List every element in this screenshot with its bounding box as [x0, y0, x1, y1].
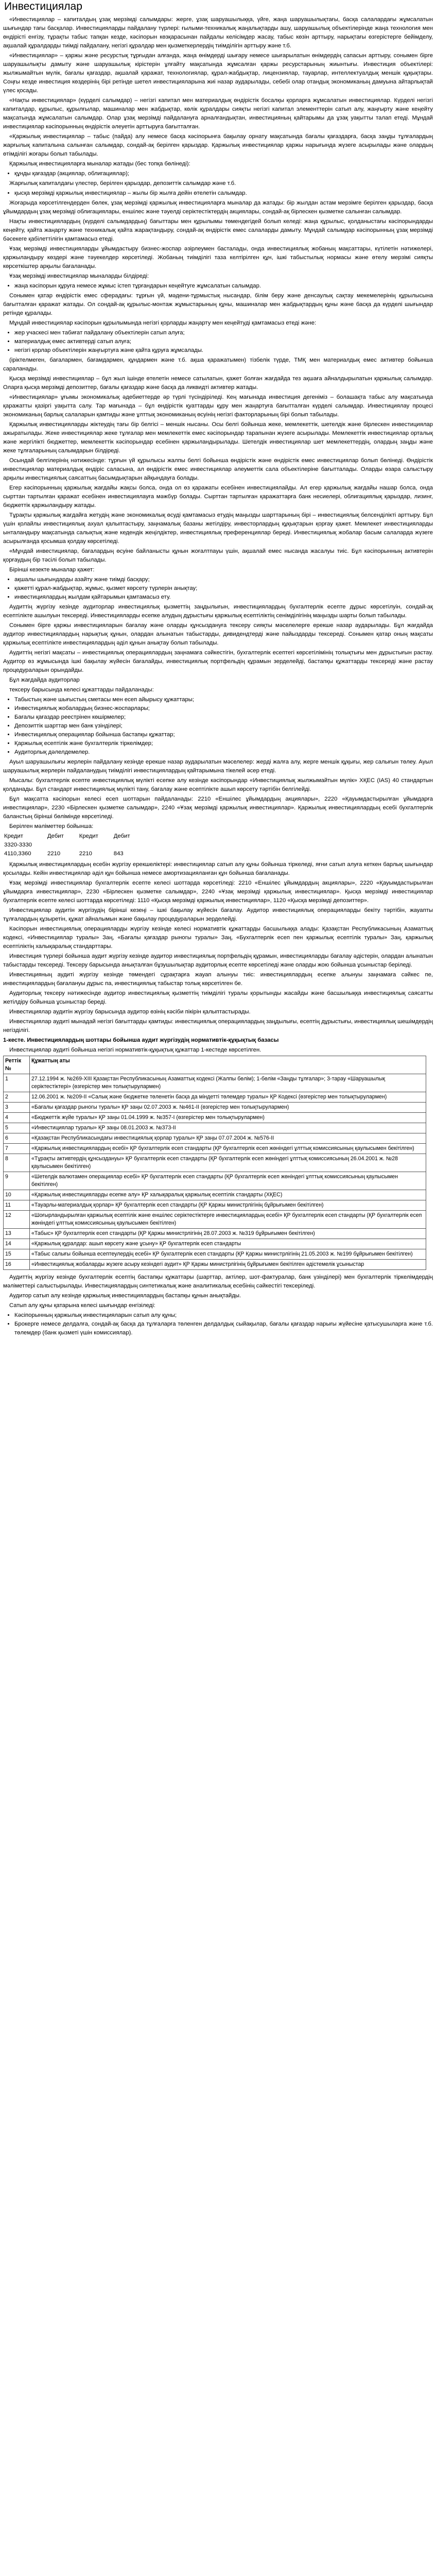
paragraph: Ұзақ мерзімді инвестициялар мыналарды білдіреді: [9, 273, 149, 279]
table-cell: 15 [4, 1249, 30, 1260]
paragraph: тексеру барысында келесі құжаттарды пайдаланады: [9, 687, 154, 693]
list-item: • Депозиттік шарттар мен банк үзінділері; [14, 722, 433, 731]
table-cell: 5 [4, 1123, 30, 1133]
paragraph: Сонымен қатар өндірістік емес сферадағы: тұрғын үй, мәдени-тұрмыстық нысандар, білім беру және денсаулық сақтау мекемелерінің құрылысына бағытталған қаражат жатады. Ол сондай-ақ құрылыс-монтаж жұмыстарының құны, машиналар мен жабдықтардың құны және басқа да күрделі шығындар ретінде құралады. [3, 293, 433, 316]
paragraph: Осындай белгілерінің нәтижесінде: тұрғын үй құрылысы жалпы белгі бойынша өндірістік және өндірістік емес инвестициялар болып бөлінеді. Өндірістік инвестициялар материалдық өндіріс саласына, ал өндірістік емес инвестициялар әлеуметтік сала объектілеріне бағытталады. Оларды өзара салыстыру арқылы инвестициялық саясаттың басымдықтарын айқындауға болады. [3, 457, 433, 481]
table-cell: «Бюджеттік жүйе туралы» ҚР заңы 01.04.1999 ж. №357-I (өзгерістер мен толықтырулармен) [30, 1113, 426, 1123]
table-cell: 8 [4, 1154, 30, 1172]
bullet-list [3, 189, 433, 198]
table-cell: «Бағалы қағаздар рыногы туралы» ҚР заңы 02.07.2003 ж. №461-II (өзгерістер мен толықтырулармен) [30, 1103, 426, 1113]
page-title: Инвестициялар [4, 1, 82, 12]
paragraph: Жоғарыда көрсетілгендерден бөлек, ұзақ мерзімді қаржылық инвестицияларға мыналар да жатады: бір жылдан астам мерзімге берілген қарыздар, басқа ұйымдардың ұзақ мерзімді облигациялары, еншілес және тәуелді серіктестіктердің акциялары, сондай-ақ бірлескен қызметке салынған салымдар. [3, 200, 433, 215]
paragraph: Бұл жағдайда аудиторлар [9, 677, 80, 683]
table-caption: 1-кесте. Инвестициялардың шоттары бойынша аудит жүргізудің нормативтік-құқықтық базасы [3, 1037, 279, 1043]
list-item: • инвестициялардың жылдам қайтарымын қамтамасыз ету. [14, 593, 433, 602]
table-header-cell: Реттік № [4, 1056, 30, 1074]
table-row [4, 1103, 426, 1113]
list-item: • Аудиторлық дәлелдемелер. [14, 748, 433, 757]
table-cell: «Қазақстан Республикасындағы инвестициялық қорлар туралы» ҚР заңы 07.07.2004 ж. №576-II [30, 1133, 426, 1144]
paragraph: «Қаржылық инвестициялар – табыс (пайда) алу немесе басқа кәсіпорынға бақылау орнату мақсатында бағалы қағаздарға, басқа заңды тұлғалардың жарғылық капиталына салынған салымдар, сондай-ақ берілген қарыздар. Қаржылық инвестициялар қаржы нарығында жүзеге асырылады және олардың өтімділігі жоғары болып табылады. [3, 133, 433, 157]
table-row [4, 1249, 426, 1260]
list-item: • жер учаскесі мен табиғат пайдалану объектілерін сатып алуға; [14, 329, 433, 337]
list-item: • материалдық емес активтерді сатып алуға; [14, 337, 433, 346]
table-row [3, 841, 138, 850]
paragraph: Егер кәсіпорынның қаржылық жағдайы жақсы болса, онда ол өз қаражаты есебінен инвестициялайды. Ал егер қаржылық жағдайы нашар болса, онда сырттан тартылған қаражат есебінен инвестициялауға мәжбүр болады. Сырттан тартылған қаражаттарға банк несиелері, облигациялық қарыздар, лизинг, бюджеттік қаржыландыру жатады. [3, 485, 433, 509]
account-table [3, 832, 138, 858]
paragraph: Сонымен бірге қаржы инвестицияларын бағалау және оларды құнсыздануға тексеру сияқты мәселелерге ерекше назар аударылады. Бұл жағдайда аудитор инвестициялардың нарықтық құнын, олардан алынатын табыстарды, дивидендтерді және пайыздарды тексереді. Сонымен қатар оның мақсаты қаржылық есептілікте инвестициялардың әділ құнын анықтау болып табылады. [3, 622, 433, 646]
list-item: • Кәсіпорынның қаржылық инвестицияларын сатып алу құны; [14, 1311, 433, 1320]
paragraph: Қаржылық инвестициялардың есебін жүргізу ерекшеліктері: инвестициялар сатып алу құны бойынша тіркеледі, яғни сатып алуға кеткен барлық шығындар қосылады. Кейін инвестициялар әділ құн бойынша немесе амортизацияланған құн бойынша бағаланады. [3, 861, 433, 876]
paragraph: Аудиторлық тексеру нәтижесінде аудитор инвестициялық қызметтің тиімділігі туралы қорытынды жасайды және басшылыққа инвестициялық саясатты жетілдіру бойынша ұсыныстар береді. [3, 990, 433, 1005]
table-cell: «Шоғырландырылған қаржылық есептілік және еншілес серіктестіктерге инвестициялардың есебі» ҚР бухгалтерлік есеп стандарты (ҚР бухгалтерлік есеп жөніндегі ұлттық комиссиясының қаулысымен бекітілген) [30, 1211, 426, 1229]
section-f [3, 603, 433, 757]
table-row [4, 1239, 426, 1249]
table-cell: 2210 [79, 851, 92, 857]
table-row [4, 1133, 426, 1144]
paragraph: Мысалы: бухгалтерлік есепте инвестициялық мүлікті есепке алу кезінде кәсіпорындар «Инвестициялық жылжымайтын мүлік» ХҚЕС (IAS) 40 стандартын қолданады. Бұл стандарт инвестициялық мүлікті тану, бағалау және есептілікте ашып көрсету тәртібін белгілейді. [3, 777, 433, 792]
paragraph: Инвестициялар аудиті мынадай негізгі бағыттарды қамтиды: инвестициялық операциялардың заңдылығы, есептің дұрыстығы, инвестициялық шешімдердің негізділігі. [3, 1019, 433, 1033]
paragraph: Ұзақ мерзімді инвестицияларды ұйымдастыру бизнес-жоспар әзірлеумен басталады, онда инвестициялық жобаның мақсаттары, күтілетін нәтижелері, қаржыландыру көздері және тәуекелдер көрсетіледі. Жобаның тиімділігі таза келтірілген құн, ішкі табыстылық нормасы және өтелу мерзімі сияқты көрсеткіштер арқылы бағаланады. [3, 246, 433, 269]
bullet-list [3, 1311, 433, 1337]
table-cell: 2210 [47, 851, 61, 857]
table-cell: «Тұрақты активтердің құнсыздануы» ҚР бухгалтерлік есеп стандарты (ҚР бухгалтерлік есеп жөніндегі ұлттық комиссиясының 26.04.2001 ж. №28 қаулысымен бекітілген) [30, 1154, 426, 1172]
list-item: • негізгі қорлар объектілерін жаңғыртуға және қайта құруға жұмсалады. [14, 346, 433, 355]
table-cell: «Табыс» ҚР бухгалтерлік есеп стандарты (ҚР Қаржы министрлігінің 28.07.2003 ж. №319 бұйрығымен бекітілген) [30, 1229, 426, 1239]
paragraph: Бірінші кезекте мыналар қажет: [9, 567, 95, 573]
paragraph: Нақты инвестициялардың (күрделі салымдардың) бағыттары мен құрылымы төмендегідей болып келеді: жаңа құрылыс, қолданыстағы кәсіпорындарды кеңейту, қайта жаңарту және техникалық қайта жарақтандыру, сондай-ақ өндірістік емес салаларды дамыту. Мұндай салымдар кәсіпорынның ұзақ мерзімді бәсекеге қабілеттілігін қамтамасыз етеді. [3, 218, 433, 242]
table-cell: «Қаржылық инвестициялардың есебі» ҚР бухгалтерлік есеп стандарты (ҚР бухгалтерлік есеп жөніндегі ұлттық комиссиясының қаулысымен бекітілген) [30, 1144, 426, 1154]
table-header-row [3, 832, 138, 841]
table-row [4, 1123, 426, 1133]
regulation-table [3, 1056, 426, 1270]
paragraph: «Мұндай инвестициялар, бағалардың өсуіне байланысты құнын жоғалтпауы үшін, ақшалай емес нысанда жасалуы тиіс. Бұл кәсіпорынның активтерін қорғаудың бір тәсілі болып табылады. [3, 548, 433, 563]
section-h [3, 860, 433, 1035]
table-row [4, 1172, 426, 1190]
list-item: • Инвестициялық жобалардың бизнес-жоспарлары; [14, 704, 433, 713]
table-row [4, 1190, 426, 1200]
table-cell: 4 [4, 1113, 30, 1123]
table-cell: 11 [4, 1200, 30, 1211]
list-item: • Қаржылық есептілік және бухгалтерлік тіркелімдер; [14, 739, 433, 748]
paragraph: Кәсіпорын инвестициялық операцияларды жүргізу кезінде келесі нормативтік құжаттарды басшылыққа алады: Қазақстан Республикасының Азаматтық кодексі, «Инвестициялар туралы» Заң, «Бағалы қағаздар рыногы туралы» Заң, «Бухгалтерлік есеп пен қаржылық есептілік туралы» Заң, қаржылық есептіліктің халықаралық стандарттары. [3, 926, 433, 950]
table-cell: 7 [4, 1144, 30, 1154]
table-cell: 13 [4, 1229, 30, 1239]
table-cell: «Инвестициялық жобаларды жүзеге асыру кезіндегі аудит» ҚР Қаржы министрлігінің бұйрығымен бекітілген әдістемелік ұсыныстар [30, 1260, 426, 1270]
table-cell: 16 [4, 1260, 30, 1270]
list-item: • Бағалы қағаздар реестрінен көшірмелер; [14, 713, 433, 722]
paragraph: Аудитор сатып алу кезінде қаржылық инвестициялардың бастапқы құнын анықтайды. [9, 1293, 241, 1299]
paragraph: «Инвестициялар – капиталдың ұзақ мерзімді салымдары: жерге, ұзақ шаруашылыққа, үйге, жаңа шаруашылықтағы, басқа салалардағы жұмсалатын шығындар тағы басқалар. Инвестицияларды пайдалану түрлері: ғылыми-техникалық жаңалықтарды ашу, шаруашылық объектілерінде жаңа технология мен өндірісті енгізу, тұрақты табыс тапқан кезде, кәсіпорын көзқарасынан пайдалы келісімдер жасау, табыс көзін арттыру, нарықтағы өзгерістерге бейімделу, ақшалай құралдарды тиімді пайдалану, негізгі құралдар мен қызметкерлердің тиімділігін арттыру және т.б. [3, 16, 433, 49]
paragraph: Тұрақты қаржылық жағдайға жетудің және экономикалық өсуді қамтамасыз етудің маңызды шарттарының бірі – инвестициялық белсенділікті арттыру. Бұл үшін қолайлы инвестициялық ахуал қалыптастыру, заңнамалық базаны жетілдіру, инвесторлардың құқықтарын қорғау қажет. Мемлекет инвестицияларды ынталандыру мақсатында салықтық және кедендік жеңілдіктер, инвестициялық преференциялар береді. Инвестициялық жобалар басым салаларда жүзеге асырылғанда қосымша қолдау көрсетіледі. [3, 512, 433, 545]
paragraph: Сатып алу құны қатарына келесі шығындар енгізіледі: [9, 1302, 155, 1309]
list-item: • Инвестициялық операциялар бойынша бастапқы құжаттар; [14, 731, 433, 739]
paragraph: Инвестицияның аудиті жүргізу кезінде төмендегі сұрақтарға жауап алынуы тиіс: инвестициялардың есепке алынуы заңнамаға сәйкес пе, инвестициялардың бағалануы дұрыс па, инвестициялық табыстар толық көрсетілген бе. [3, 972, 433, 987]
paragraph: Инвестициялар аудитін жүргізу барысында аудитор өзінің кәсіби пікірін қалыптастырады. [9, 1009, 251, 1015]
table-row [4, 1113, 426, 1123]
table-row [4, 1074, 426, 1092]
table-cell [107, 841, 138, 850]
table-row [4, 1154, 426, 1172]
account-table-wrap [3, 832, 433, 858]
regulation-table-body [4, 1074, 426, 1270]
table-header-cell: Кредит [4, 833, 23, 839]
paragraph: Аудиттің жүргізу кезінде аудиторлар инвестициялық қызметтің заңдылығын, инвестициялардың бухгалтерлік есепте дұрыс көрсетілуін, сондай-ақ есептілікте ашылуын тексереді. Инвестицияларды есепке алудың дұрыстығы қаржылық есептіліктің сенімділігінің маңызды шарты болып табылады. [3, 604, 433, 619]
paragraph: Аудиттің жүргізу кезінде бухгалтерлік есептің бастапқы құжаттары (шарттар, актілер, шот-фактуралар, банк үзінділері) мен бухгалтерлік тіркелімдердің мәліметтері салыстырылады. Инвестициялардың синтетикалық және аналитикалық есебінің сәйкестігі тексеріледі. [3, 1274, 433, 1289]
paragraph: Аудиттің негізгі мақсаты – инвестициялық операциялардың заңнамаға сәйкестігін, бухгалтерлік есептегі көрсетілімінің толықтығы мен дұрыстығын растау. Аудитор өз жұмысында ішкі бақылау жүйесін бағалайды, инвестициялық портфельдің құрамын зерделейді, бастапқы құжаттарды тексереді және растау процедураларын орындайды. [3, 650, 433, 673]
table-row [3, 850, 138, 858]
table-row [4, 1229, 426, 1239]
section-g [3, 758, 433, 831]
table-cell: 1 [4, 1074, 30, 1092]
table-row [4, 1144, 426, 1154]
list-item: • жаңа кәсіпорын құруға немесе жұмыс істеп тұрғандарын кеңейтуге жұмсалатын салымдар. [14, 282, 433, 291]
table-cell: «Қаржылық инвестицияларды есепке алу» ҚР халықаралық қаржылық есептілік стандарты (ХҚЕС) [30, 1190, 426, 1200]
paragraph: Берілген мәліметтер бойынша: [9, 823, 94, 829]
paragraph: Бұл мақсатта кәсіпорын келесі есеп шоттарын пайдаланады: 2210 «Еншілес ұйымдардың акциялары», 2220 «Қауымдастырылған ұйымдарға инвестициялар», 2230 «Бірлескен қызметке салымдар», 2240 «Ұзақ мерзімді қаржылық инвестициялар». Қаржылық инвестициялардың есебі бухгалтерлік баланстың бірінші бөлімінде көрсетіледі. [3, 796, 433, 820]
list-item: • қажетті құрал-жабдықтар, жұмыс, қызмет көрсету түрлерін анықтау; [14, 584, 433, 593]
paragraph: Инвестициялар аудиті бойынша негізгі нормативтік-құқықтық құжаттар 1-кестеде көрсетілген. [9, 1047, 261, 1053]
paragraph: Инвестициялар аудитін жүргізудің бірінші кезеңі – ішкі бақылау жүйесін бағалау. Аудитор инвестициялық операцияларды бекіту тәртібін, жауапты тұлғалардың құзыретін, құжат айналымын және бақылау процедураларын зерделейді. [3, 907, 433, 922]
list-item: • Табыстың және шығыстың сметасы мен есеп айырысу құжаттары; [14, 696, 433, 704]
paragraph: «Инвестициялар» ұғымы экономикалық әдебиеттерде әр түрлі түсіндіріледі. Кең мағынада инвестиция дегеніміз – болашақта табыс алу мақсатында қаражатты қазіргі уақытта салу. Тар мағынада – бұл өндірістік қуаттарды құру мен жаңартуға бағытталған күрделі салымдар. Инвестициялау процесі экономиканың барлық салаларын қамтиды және ұлттық экономиканың өсуінің негізгі факторларының бірі болып табылады. [3, 394, 433, 418]
table-header-cell: Дебит [113, 833, 130, 839]
table-header-cell: Құжаттың аты [30, 1056, 426, 1074]
table-cell: 4110,3360 [4, 851, 31, 857]
table-cell: «Тауарлы-материалдық қорлар» ҚР бухгалтерлік есеп стандарты (ҚР Қаржы министрлігінің бұйрығымен бекітілген) [30, 1200, 426, 1211]
list-item: • Брокерге немесе делдалға, сондай-ақ басқа да тұлғаларға төленген делдалдық сыйақылар, бағалы қағаздар нарығы жүйесіне қатысушыларға және т.б. төлемдер (банк қызметі үшін комиссиялар). [14, 1320, 433, 1337]
paragraph: Қысқа мерзімді инвестициялар – бұл жыл ішінде өтелетін немесе сатылатын, қажет болған жағдайда тез ақшаға айналдырылатын қаржылық салымдар. Оларға қысқа мерзімді депозиттер, бағалы қағаздар және басқа да ликвидті активтер жатады. [3, 376, 433, 391]
paragraph: Мұндай инвестициялар кәсіпорын құрылымында негізгі қорларды жаңарту мен кеңейтуді қамтамасыз етеді және: [9, 320, 317, 326]
table-cell: 9 [4, 1172, 30, 1190]
table-row [4, 1260, 426, 1270]
bullet-list [3, 282, 433, 291]
table-cell: «Табыс салығы бойынша есептеулердің есебі» ҚР бухгалтерлік есеп стандарты (ҚР Қаржы министрлігінің 21.05.2003 ж. №199 бұйрығымен бекітілген) [30, 1249, 426, 1260]
table-cell: 14 [4, 1239, 30, 1249]
paragraph: Ауыл шаруашылығы жерлерін пайдалану кезінде ерекше назар аударылатын мәселелер: жерді жалға алу, жерге меншік құқығы, жер салығын төлеу. Ауыл шаруашылық жерлерін пайдаланудың тиімділігі инвестициялардың қайтарымына тікелей әсер етеді. [3, 759, 433, 774]
paragraph: «Нақты инвестициялар» (күрделі салымдар) – негізгі капитал мен материалдық өндірістік босалқы қорларға жұмсалатын инвестициялар. Күрделі негізгі капиталдар, құрылыс, құрылғылар, машиналар мен жабдықтар, көлік құралдары сияқты негізгі капитал элементтерін сатып алу, жаңғырту және кеңейту мақсатында жұмсалатын салымдар. Олар ұзақ мерзімді пайдалануға арналғандықтан, инвестицияның қайтарымы да ұзақ уақытты талап етеді. Мұндай инвестициялар кәсіпорынның өндірістік әлеуетін арттыруға бағытталған. [3, 97, 433, 130]
bullet-list [3, 170, 433, 178]
table-cell: 10 [4, 1190, 30, 1200]
table-header-cell: Кредит [79, 833, 98, 839]
section-c [3, 199, 433, 355]
table-row [4, 1211, 426, 1229]
paragraph: Ұзақ мерзімді инвестициялар бухгалтерлік есепте келесі шоттарда көрсетіледі: 2210 «Еншілес ұйымдардың акциялары», 2220 «Қауымдастырылған ұйымдарға инвестициялар», 2230 «Бірлескен қызметке салымдар», 2240 «Ұзақ мерзімді қаржылық инвестициялар». Қысқа мерзімді инвестициялар бухгалтерлік есепте келесі шоттарда көрсетіледі: 1110 «Қысқа мерзімді қаржылық инвестициялар», 1120 «Қысқа мерзімді депозиттер». [3, 880, 433, 904]
table-cell [72, 841, 107, 850]
table-cell: 843 [113, 851, 124, 857]
table-cell: «Инвестициялар туралы» ҚР заңы 08.01.2003 ж. №373-II [30, 1123, 426, 1133]
table-row [4, 1200, 426, 1211]
paragraph: Қаржылық инвестицияларды жіктеудің тағы бір белгісі – меншік нысаны. Осы белгі бойынша жеке, мемлекеттік, шетелдік және бірлескен инвестициялар ажыратылады. Жеке инвестициялар жеке тұлғалар мен мемлекеттік емес кәсіпорындар тарапынан жүзеге асырылады. Мемлекеттік инвестициялар орталық және жергілікті бюджеттер, мемлекеттік кәсіпорындар есебінен қаржыландырылады. Шетелдік инвестициялар шет мемлекеттердің, олардың заңды және жеке тұлғаларының салымдарын білдіреді. [3, 421, 433, 454]
table-cell: 27.12.1994 ж. №269-XIII Қазақстан Республикасының Азаматтық кодексі (Жалпы бөлім); 1-бөлім «Заңды тұлғалар»; 3-тарау «Шаруашылық серіктестіктері» (өзгерістер мен толықтырулармен) [30, 1074, 426, 1092]
table-cell: 6 [4, 1133, 30, 1144]
table-cell: 3320-3330 [4, 842, 32, 848]
bullet-list [3, 329, 433, 355]
list-item: • қысқа мерзімді қаржылық инвестициялар – жылы бір жылға дейін өтелетін салымдар. [14, 189, 433, 198]
paragraph: Қаржылық инвестицияларға мыналар жатады (бес топқа бөлінеді): [9, 161, 190, 167]
section-e [3, 356, 433, 602]
paragraph: (іріктелмеген, бағалармен, бағамдармен, құндармен және т.б. ақша қаражатымен) тізбелік түрде, ТМҚ мен материалдық емес активтер бойынша сараланады. [3, 357, 433, 372]
section-j [3, 1273, 433, 1337]
list-item: • құнды қағаздар (акциялар, облигациялар); [14, 170, 433, 178]
table-cell: 2 [4, 1092, 30, 1103]
table-cell: 12 [4, 1211, 30, 1229]
table-cell: 3 [4, 1103, 30, 1113]
table-cell: 12.06.2001 ж. №209-II «Салық және бюджетке төленетін басқа да міндетті төлемдер туралы» ҚР Кодексі (өзгерістер мен толықтырулармен) [30, 1092, 426, 1103]
bullet-list [3, 575, 433, 602]
section-a [3, 15, 433, 198]
table-header-row [4, 1056, 426, 1074]
table-header-cell: Дебит [47, 833, 64, 839]
bullet-list [3, 696, 433, 757]
table-row [4, 1092, 426, 1103]
paragraph: Инвестиция түрлері бойынша аудит жүргізу кезінде аудитор инвестициялық портфельдің құрамын, инвестицияларды бағалау әдістерін, олардан алынатын табыстарды тексереді. Тексеру барысында анықталған бұзушылықтар аудиторлық есепте көрсетіледі және оларды жою бойынша ұсыныстар беріледі. [3, 953, 433, 968]
list-item: • ақшалы шығындарды азайту және тиімді басқару; [14, 575, 433, 584]
paragraph: «Инвестициялар» – қаржы және ресурстық тұрғыдан алғанда, жаңа өнімдерді шығару немесе шығарылатын өнімдердің сапасын арттыру, сонымен бірге шаруашылықты дамыту және шаруашылық кірістерін ұлғайту мақсатында жұмсалған қаржы ресурстарының жиынтығы. Инвестиция объектілері: жылжымайтын мүлік, бағалы қағаздар, ақшалай қаражат, технологиялар, құрал-жабдықтар, лицензиялар, тауарлар, интеллектуалдық меншік құқықтары. Соңғы кезде инвестиция көздерінің бірі ретінде шетел инвестицияларына жиі назар аударылады, себебі олар отандық экономиканың дамуына айтарлықтай үлес қосады. [3, 53, 433, 94]
table-cell [40, 841, 72, 850]
table-cell: «Қаржылық құралдар: ашып көрсету және ұсыну» ҚР бухгалтерлік есеп стандарты [30, 1239, 426, 1249]
paragraph: Жарғылық капиталдағы үлестер, берілген қарыздар, депозиттік салымдар және т.б. [9, 180, 236, 187]
table-cell: «Шетелдік валютамен операциялар есебі» ҚР бухгалтерлік есеп стандарты (ҚР бухгалтерлік есеп жөніндегі ұлттық комиссиясының қаулысымен бекітілген) [30, 1172, 426, 1190]
